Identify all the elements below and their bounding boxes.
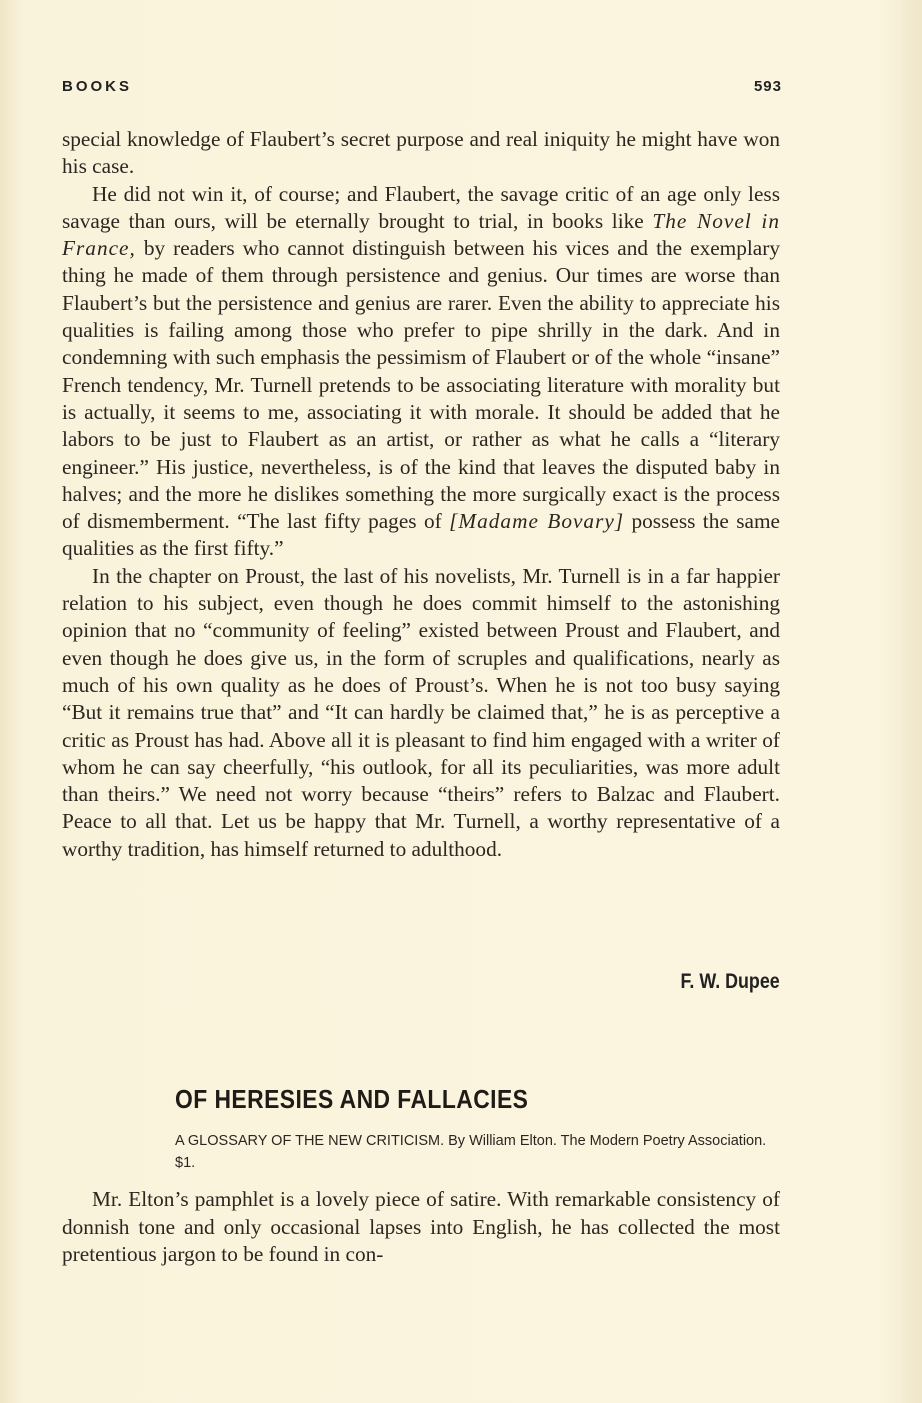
author-signature: F. W. Dupee [680,970,780,993]
paragraph-text: possess the same qualities as the first fifty.” [62,509,780,561]
paragraph: special knowledge of Flaubert’s secret purpose and real iniquity he might have won his case. [62,127,780,179]
book-title: The Novel in France, [62,208,780,261]
section-name: BOOKS [62,78,133,95]
page-number: 593 [753,78,782,95]
running-header [62,78,782,95]
book-title: [Madame Bovary] [449,509,625,534]
review-title: OF HERESIES AND FALLACIES [175,1084,529,1114]
paragraph-text: by readers who cannot distinguish between his vices and the exemplary thing he made of them through persistence and genius. Our times are worse than Flaubert’s but the persistence and genius are rarer. Even the ability to appreciate his qualities is failing among those who prefer to pipe shrilly in the dark. And in condemning with such emphasis the pessimism of Flaubert or of the whole “insane” French tendency, Mr. Turnell pretends to be associating literature with morality but is actually, it seems to me, associating it with morale. It should be added that he labors to be just to Flaubert as an artist, or rather as what he calls a “literary engineer.” His justice, nevertheless, is of the kind that leaves the disputed baby in halves; and the more he dislikes something the more surgically exact is the process of dismemberment. “The last fifty pages of [62,236,780,534]
book-citation: A GLOSSARY OF THE NEW CRITICISM. By William Elton. The Modern Poetry Association. $1. [175,1133,767,1171]
paragraph-text: He did not win it, of course; and Flaubert, the savage critic of an age only less savage than ours, will be eternally brought to trial, in books like [62,181,780,233]
review-body [62,1186,780,1269]
paragraph: Mr. Elton’s pamphlet is a lovely piece of satire. With remarkable consistency of donnish tone and only occasional lapses into English, he has collected the most pretentious jargon to be found in con- [62,1187,780,1266]
article-body [62,126,780,863]
paragraph [62,181,780,563]
paragraph: In the chapter on Proust, the last of his novelists, Mr. Turnell is in a far happier relation to his subject, even though he does commit himself to the astonishing opinion that no “community of feeling” existed between Proust and Flaubert, and even though he does give us, in the form of scruples and qualifications, nearly as much of his own quality as he does of Proust’s. When he is not too busy saying “But it remains true that” and “It can hardly be claimed that,” he is as perceptive a critic as Proust has had. Above all it is pleasant to find him engaged with a writer of whom he can say cheerfully, “his outlook, for all its peculiarities, was more adult than theirs.” We need not worry because “theirs” refers to Balzac and Flaubert. Peace to all that. Let us be happy that Mr. Turnell, a worthy representative of a worthy tradition, has himself returned to adulthood. [62,563,780,861]
